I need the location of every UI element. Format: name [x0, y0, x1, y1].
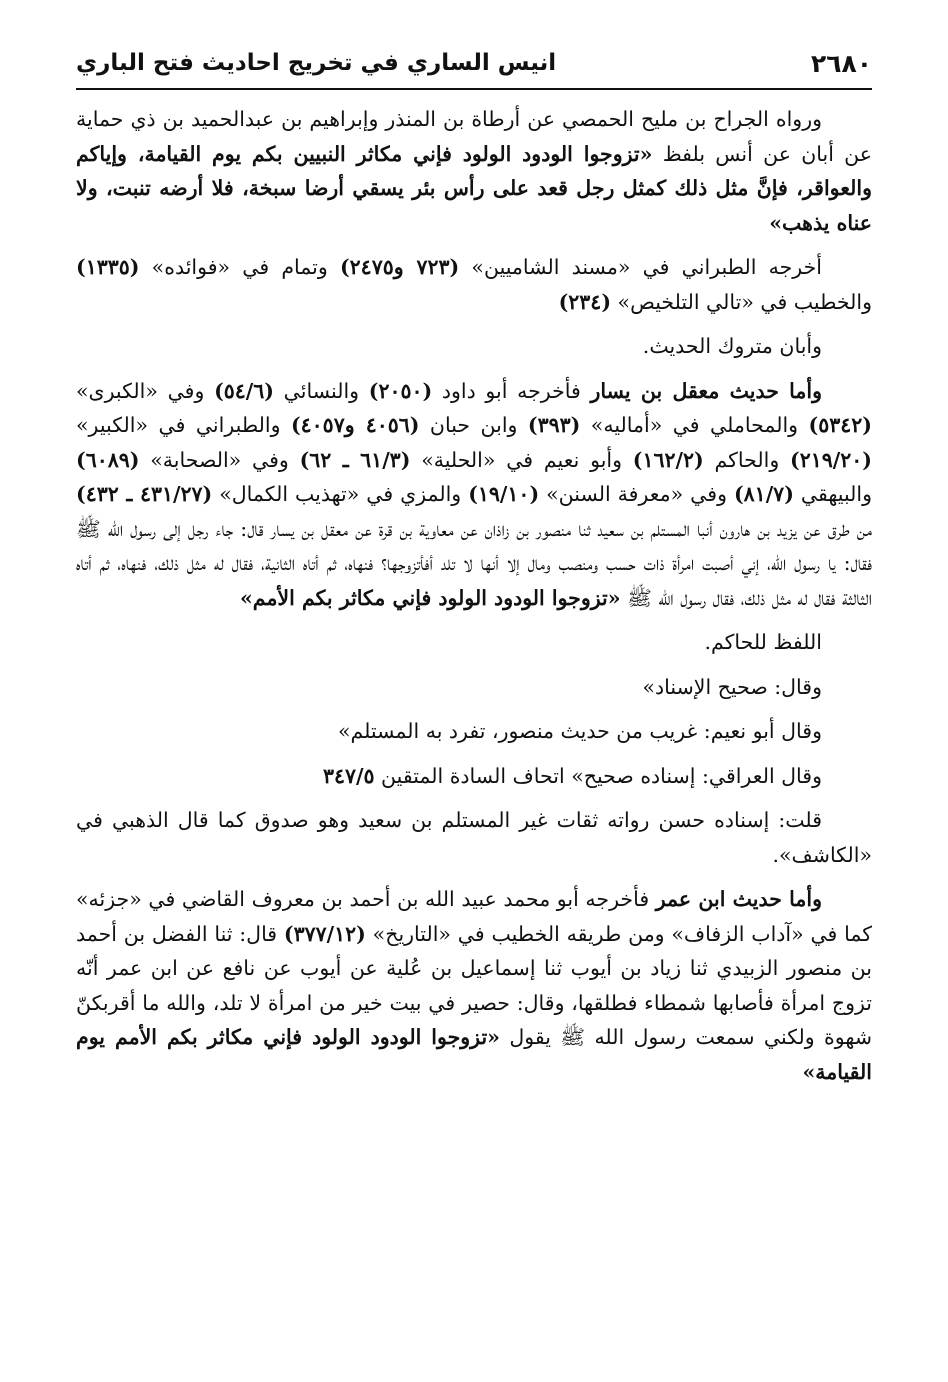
text-run: والمحاملي في «أماليه»	[580, 413, 809, 437]
bold-text-run: (٣٩٣)	[527, 413, 581, 437]
text-run: اللفظ للحاكم.	[704, 630, 822, 654]
text-run: والمزي في «تهذيب الكمال»	[212, 482, 469, 506]
text-run: من طرق عن يزيد بن هارون أنبا المستلم بن سعيد ثنا منصور بن زاذان عن معاوية بن قرة عن معقل بن يسار قال: جاء رجل إلى رسول الله ﷺ فقال: يا رسول الله، إني أصبت امرأة ذات حسب ومنصب ومال إلا أنها لا تلد أفأتزوجها؟ فنهاه، ثم أتاه الثانية، فقال له مثل ذلك، فنهاه، ثم أتاه الثالثة فقال له مثل ذلك، فقال رسول الله ﷺ	[76, 516, 872, 610]
bold-text-run: وأما حديث ابن عمر	[655, 887, 822, 911]
paragraph	[76, 374, 872, 616]
bold-text-run: (٣٧٧/١٢)	[283, 921, 366, 946]
paragraph	[76, 250, 872, 319]
bold-text-run: (٤٣١/٢٧ ـ ٤٣٢)	[76, 482, 213, 506]
text-run: والبيهقي	[793, 482, 873, 506]
text-run: وابن حبان	[419, 413, 528, 437]
text-run: والنسائي	[274, 378, 369, 403]
text-run: أخرجه الطبراني في «مسند الشاميين»	[459, 255, 822, 279]
text-run: والطبراني في «الكبير»	[76, 413, 291, 437]
bold-text-run: (٢٠٥٠)	[368, 378, 433, 403]
text-run: وقال: صحيح الإسناد»	[642, 674, 822, 699]
text-run: وفي «الصحابة»	[139, 447, 300, 472]
bold-text-run: «تزوجوا الودود الولود فإني مكاثر بكم الأمم»	[239, 585, 621, 610]
text-run: وأبان متروك الحديث.	[642, 334, 822, 358]
bold-text-run: (٦١/٣ ـ ٦٢)	[299, 447, 411, 472]
paragraph	[76, 625, 872, 660]
paragraph	[76, 803, 872, 872]
text-run: والخطيب في «تالي التلخيص»	[611, 289, 872, 314]
paragraph	[76, 714, 872, 749]
text-run: وفي «معرفة السنن»	[539, 482, 734, 506]
bold-text-run: (٤٠٥٦ و٤٠٥٧)	[290, 413, 420, 437]
paragraph	[76, 882, 872, 1089]
bold-text-run: ٣٤٧/٥	[322, 763, 375, 788]
running-title: انيس الساري في تخريج احاديث فتح الباري	[76, 50, 557, 76]
text-run: فأخرجه أبو داود	[432, 378, 591, 403]
text-run: وتمام في «فوائده»	[139, 255, 340, 279]
bold-text-run: (٥٣٤٢)	[808, 413, 872, 437]
text-run: فأخرجه أبو محمد عبيد الله بن أحمد بن معروف القاضي في «جزئه» كما في «آداب الزفاف» ومن طريقه الخطيب في «التاريخ»	[76, 887, 872, 946]
paragraph	[76, 670, 872, 705]
bold-text-run: (١٩/١٠)	[468, 482, 540, 506]
bold-text-run: (١٦٢/٢)	[632, 447, 704, 472]
paragraph	[76, 102, 872, 240]
bold-text-run: (٢١٩/٢٠)	[790, 447, 872, 472]
text-run: ورواه الجراح بن مليح الحمصي عن أرطاة بن المنذر وإبراهيم بن عبدالحميد بن ذي حماية عن أبان عن أنس بلفظ	[76, 107, 872, 166]
text-run: قلت: إسناده حسن رواته ثقات غير المستلم بن سعيد وهو صدوق كما قال الذهبي في «الكاشف».	[76, 808, 872, 867]
bold-text-run: (١٣٣٥)	[76, 255, 140, 279]
text-run: وأبو نعيم في «الحلية»	[410, 447, 633, 472]
page-header	[76, 40, 872, 86]
paragraph	[76, 329, 872, 364]
bold-text-run: (٢٣٤)	[558, 289, 612, 314]
text-run: وفي «الكبرى»	[76, 378, 215, 403]
bold-text-run: وأما حديث معقل بن يسار	[590, 378, 822, 403]
bold-text-run: (٨١/٧)	[733, 482, 794, 506]
paragraph	[76, 759, 872, 794]
bold-text-run: (٥٤/٦)	[214, 378, 274, 403]
page-number: ٢٦٨٠	[810, 48, 872, 78]
text-run: وقال العراقي: إسناده صحيح» اتحاف السادة المتقين	[374, 763, 822, 788]
text-run: وقال أبو نعيم: غريب من حديث منصور، تفرد به المستلم»	[337, 719, 822, 743]
bold-text-run: (٦٠٨٩)	[76, 447, 140, 472]
bold-text-run: «تزوجوا الودود الولود فإني مكاثر النبيين بكم يوم القيامة، وإياكم والعواقر، فإنَّ مثل ذلك كمثل رجل قعد على رأس بئر يسقي أرضا سبخة، فلا أرضه تنبت، ولا عناه يذهب»	[76, 141, 872, 235]
page-body	[76, 102, 872, 1099]
bold-text-run: (٧٢٣ و٢٤٧٥)	[339, 255, 460, 279]
header-divider	[76, 88, 872, 90]
text-run: والحاكم	[703, 447, 791, 472]
bold-text-run: «تزوجوا الودود الولود فإني مكاثر بكم الأمم يوم القيامة»	[76, 1025, 872, 1084]
text-run: قال: ثنا الفضل بن أحمد بن منصور الزبيدي ثنا زياد بن أيوب ثنا إسماعيل بن عُلية عن أيوب عن نافع عن ابن عمر أنّه تزوج امرأة فأصابها شمطاء فطلقها، وقال: حصير في بيت خير من امرأة لا تلد، والله ما أقربكنّ شهوة ولكني سمعت رسول الله ﷺ يقول	[76, 921, 872, 1049]
